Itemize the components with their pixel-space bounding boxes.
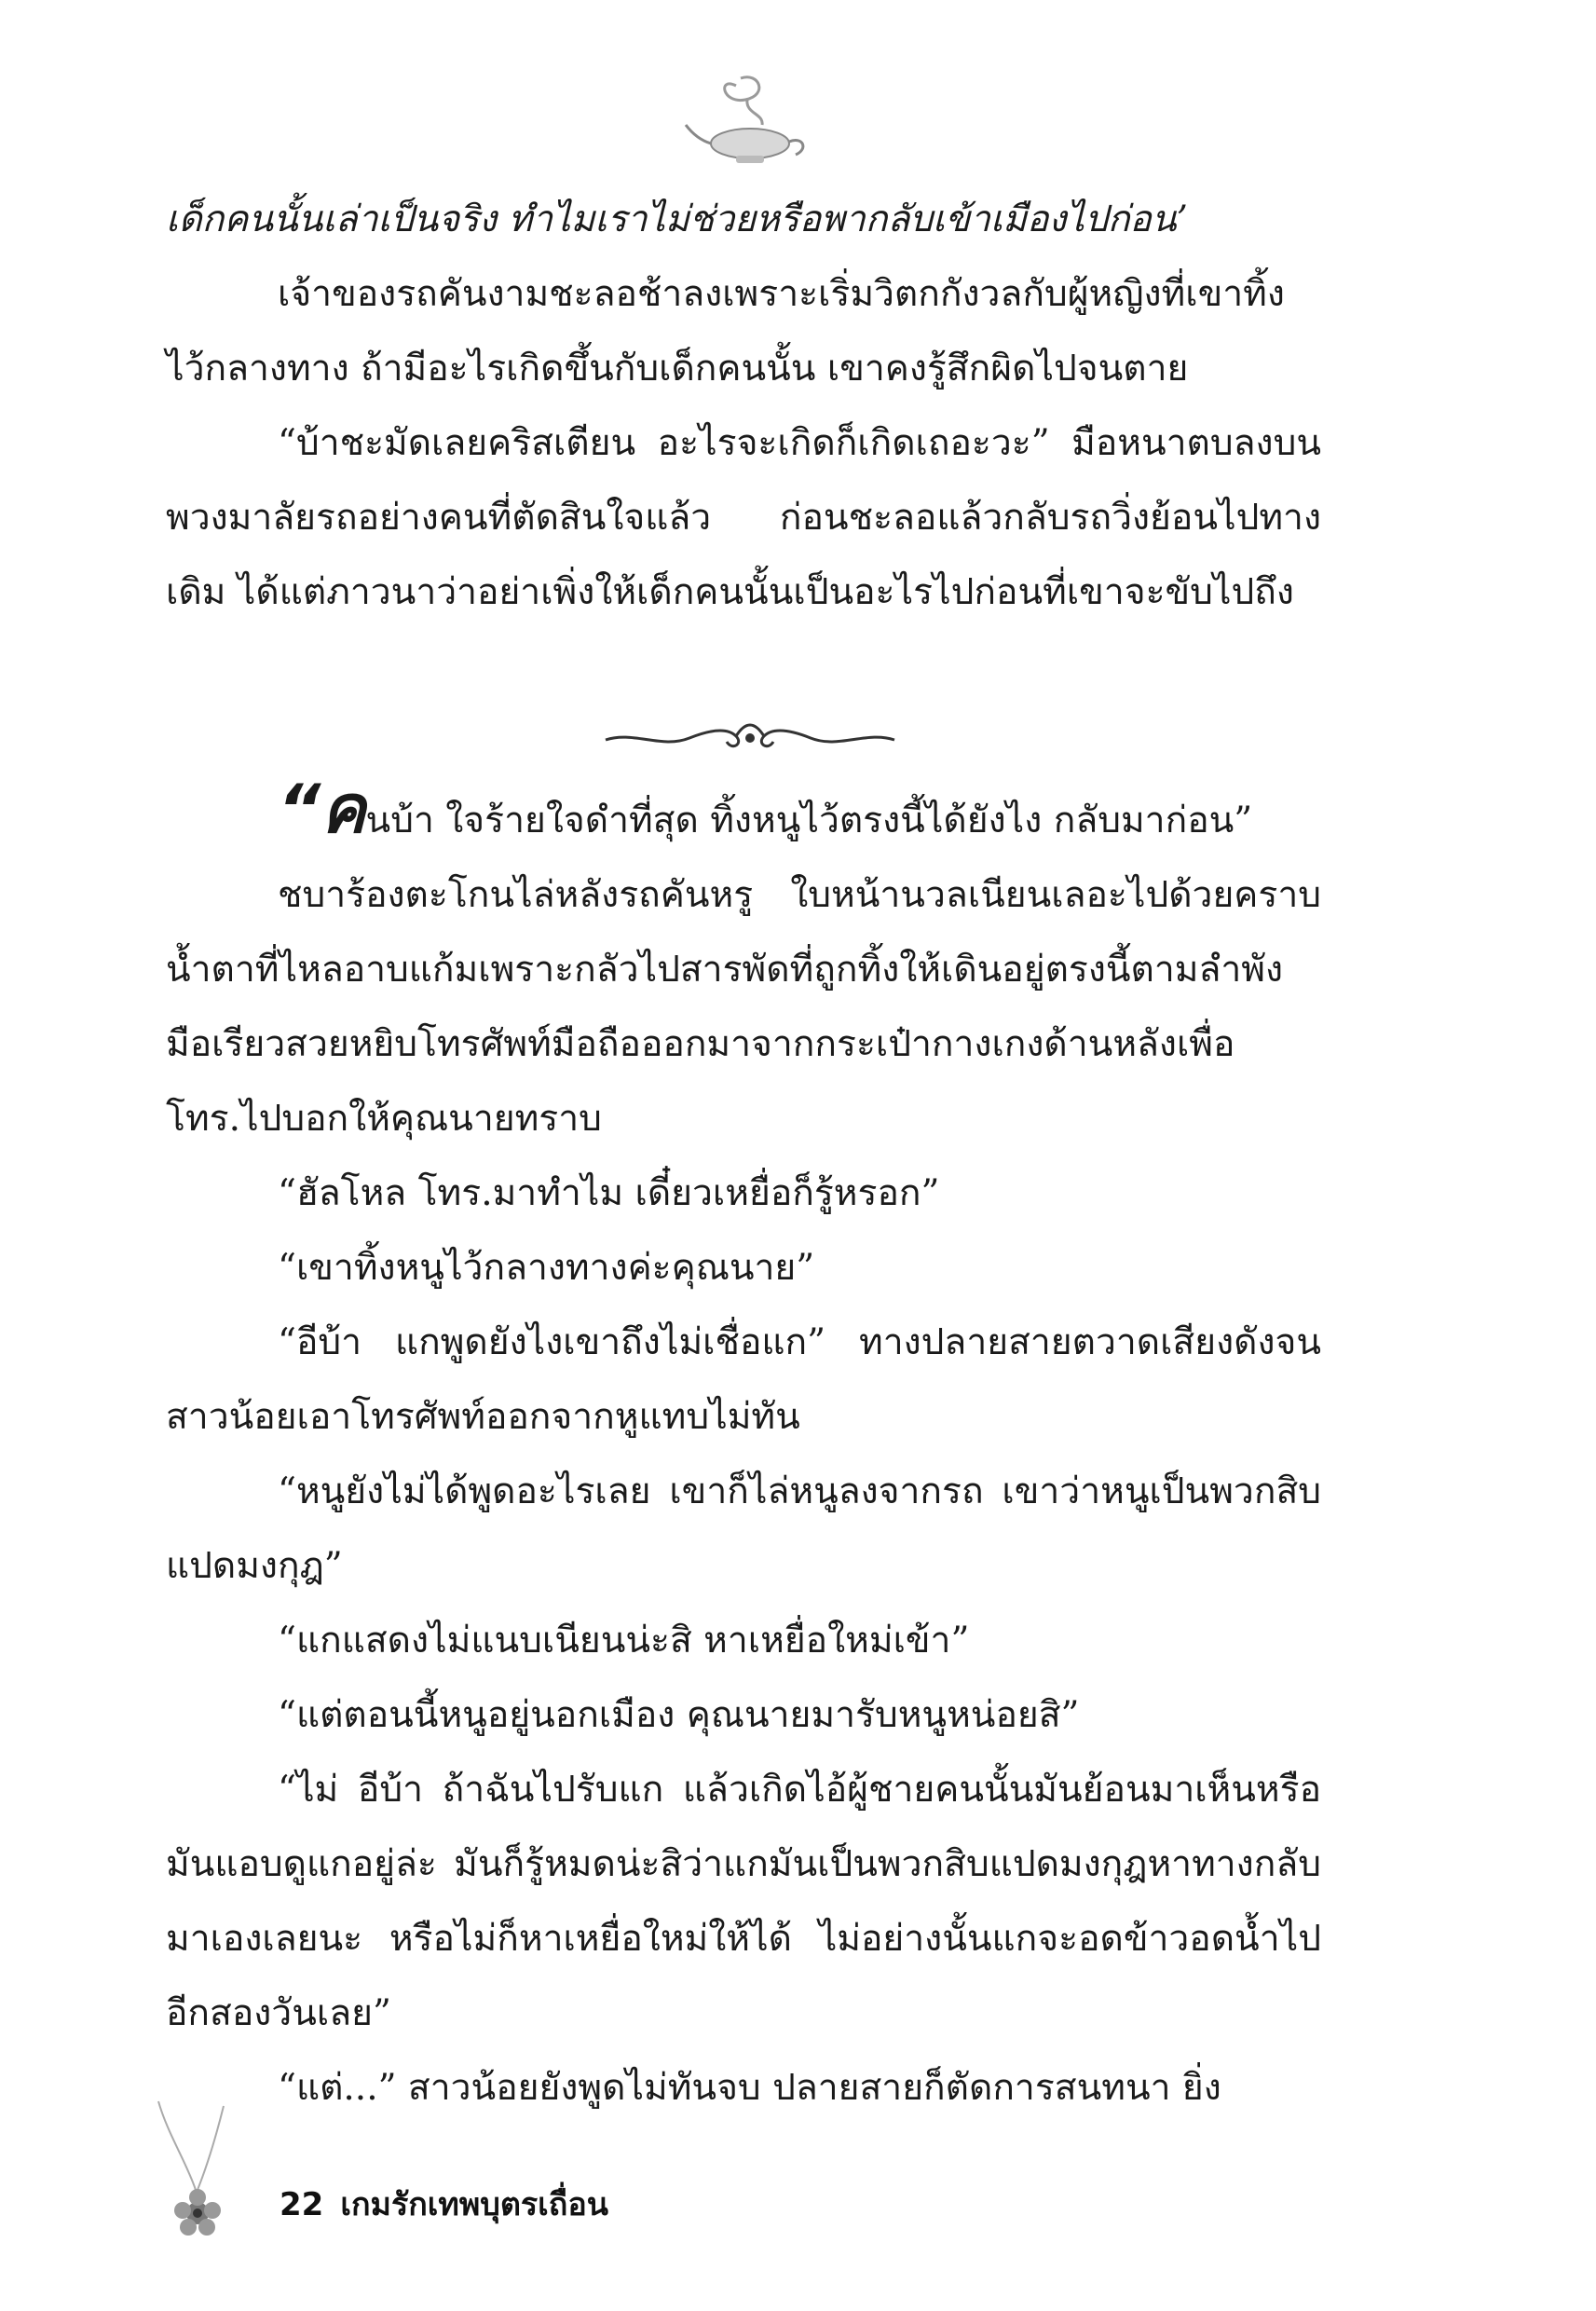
page-footer [149, 2097, 801, 2246]
paragraph: เด็กคนนั้นเล่าเป็นจริง ทำไมเราไม่ช่วยหรือพากลับเข้าเมืองไปก่อน’ [166, 198, 1188, 240]
paragraph: “เขาทิ้งหนูไว้กลางทางค่ะคุณนาย” [278, 1247, 815, 1289]
opening-line [166, 772, 1321, 858]
paragraph: “แต่ตอนนี้หนูอยู่นอกเมือง คุณนายมารับหนูหน่อยสิ” [278, 1694, 1080, 1736]
page-number: 22 [280, 2186, 324, 2223]
paragraph: “อีบ้า แกพูดยังไงเขาถึงไม่เชื่อแก” ทางปลายสายตวาดเสียงดังจนสาวน้อยเอาโทรศัพท์ออกจากหูแทบไม่ทัน [166, 1321, 1321, 1438]
section-two-text [166, 772, 1321, 2126]
section-one-text [166, 183, 1321, 630]
genie-lamp-icon [680, 67, 820, 179]
paragraph: เจ้าของรถคันงามชะลอช้าลงเพราะเริ่มวิตกกังวลกับผู้หญิงที่เขาทิ้งไว้กลางทาง ถ้ามีอะไรเกิดขึ้นกับเด็กคนนั้น เขาคงรู้สึกผิดไปจนตาย [166, 273, 1285, 390]
paragraph: “ฮัลโหล โทร.มาทำไม เดี๋ยวเหยื่อก็รู้หรอก” [278, 1172, 940, 1214]
scroll-divider-icon [596, 710, 904, 766]
paragraph: “บ้าชะมัดเลยคริสเตียน อะไรจะเกิดก็เกิดเถอะวะ” มือหนาตบลงบนพวงมาลัยรถอย่างคนที่ตัดสินใจแล้ว ก่อนชะลอแล้วกลับรถวิ่งย้อนไปทางเดิม ได้แต่ภาวนาว่าอย่าเพิ่งให้เด็กคนนั้นเป็นอะไรไปก่อนที่เขาจะขับไปถึง [166, 422, 1321, 613]
opening-line-text: นบ้า ใจร้ายใจดำที่สุด ทิ้งหนูไว้ตรงนี้ได้ยังไง กลับมาก่อน” [365, 800, 1253, 841]
paragraph: “หนูยังไม่ได้พูดอะไรเลย เขาก็ไล่หนูลงจากรถ เขาว่าหนูเป็นพวกสิบแปดมงกุฎ” [166, 1470, 1321, 1587]
flower-pendant-icon [149, 2097, 233, 2246]
book-title: เกมรักเทพบุตรเถื่อน [340, 2186, 609, 2223]
footer-text [280, 2179, 608, 2229]
paragraph: “ไม่ อีบ้า ถ้าฉันไปรับแก แล้วเกิดไอ้ผู้ชายคนนั้นมันย้อนมาเห็นหรือมันแอบดูแกอยู่ล่ะ มันก็รู้หมดน่ะสิว่าแกมันเป็นพวกสิบแปดมงกุฎหาทางกลับมาเองเลยนะ หรือไม่ก็หาเหยื่อใหม่ให้ได้ ไม่อย่างนั้นแกจะอดข้าวอดน้ำไปอีกสองวันเลย” [166, 1769, 1321, 2034]
paragraph: “แกแสดงไม่แนบเนียนน่ะสิ หาเหยื่อใหม่เข้า” [278, 1620, 970, 1661]
paragraph: “แต่...” สาวน้อยยังพูดไม่ทันจบ ปลายสายก็ตัดการสนทนา ยิ่ง [278, 2067, 1221, 2109]
drop-cap: “ค [278, 770, 366, 848]
paragraph: ชบาร้องตะโกนไล่หลังรถคันหรู ใบหน้านวลเนียนเลอะไปด้วยคราบน้ำตาที่ไหลอาบแก้มเพราะกลัวไปสารพัดที่ถูกทิ้งให้เดินอยู่ตรงนี้ตามลำพัง มือเรียวสวยหยิบโทรศัพท์มือถือออกมาจากกระเป๋ากางเกงด้านหลังเพื่อโทร.ไปบอกให้คุณนายทราบ [166, 874, 1321, 1140]
